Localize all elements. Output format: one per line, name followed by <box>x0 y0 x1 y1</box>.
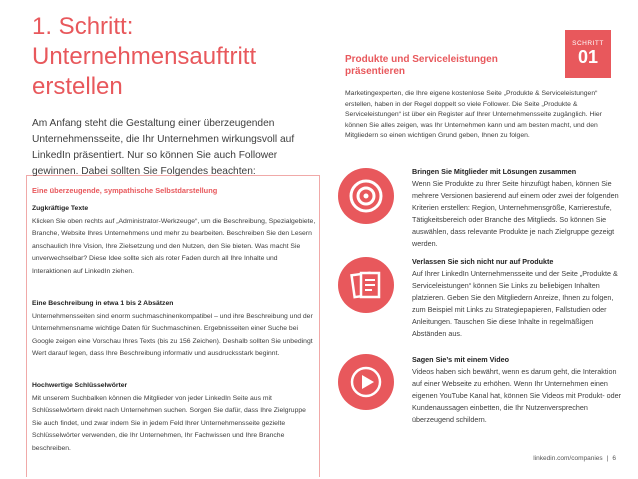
block-body: Unternehmensseiten sind enorm suchmaschinenkompatibel – und ihre Beschreibung und der Unternehmensname wichtige Daten für Suchmaschinen. Ergebnisseiten einer Suche bei Google zeigen eine Vorschau Ihres Texts (bis zu 156 Zeichen). Deshalb sollten Sie unbedingt Wert darauf legen, dass Ihre Beschreibung informativ und ausdrucksstark beginnt. <box>32 312 313 357</box>
block-body: Mit unserem Suchbalken können die Mitglieder von jeder LinkedIn Seite aus mit Schlüsselwörtern direkt nach Unternehmen suchen. Sorgen Sie dafür, dass Ihre Zielgruppe Sie auch findet, und zwar indem Sie in jedem Feld Ihrer Unternehmensseite gezielte Schlüsselwörter verwenden, die Ihr Unternehmen, Ihr Fachwissen und Ihre Branche beschreiben. <box>32 394 306 452</box>
intro-paragraph: Am Anfang steht die Gestaltung einer überzeugenden Unternehmensseite, die Ihr Unternehmen wirkungsvoll auf LinkedIn präsentiert. Nur so können Sie auch Follower gewinnen. Dabei sollten Sie Folgendes beachten: <box>32 118 295 177</box>
feature-heading: Bringen Sie Mitglieder mit Lösungen zusammen <box>412 167 577 176</box>
right-intro: Marketingexperten, die Ihre eigene kostenlose Seite „Produkte & Serviceleistungen“ erstellen, haben in der Regel doppelt so viele Follower. Die Seite „Produkte & Serviceleistungen“ ist über ein Register auf Ihrer Unternehmensseite zugänglich. Hier können Sie alles zeigen, was Ihr Unternehmen kann und am besten macht, und den Mitgliedern so einen wichtigen Grund geben, Ihnen zu folgen. <box>345 90 602 139</box>
block-heading: Hochwertige Schlüsselwörter <box>32 382 128 389</box>
feature-heading: Sagen Sie’s mit einem Video <box>412 355 510 364</box>
footer <box>533 455 616 462</box>
section-heading: Eine überzeugende, sympathische Selbstdarstellung <box>32 186 218 195</box>
footer-url: linkedin.com/companies <box>533 455 603 462</box>
text-block-keywords <box>32 380 316 455</box>
feature-body: Videos haben sich bewährt, wenn es darum geht, die Interaktion auf einer Webseite zu erhöhen. Wenn Ihr Unternehmen einen eigenen YouTube Kanal hat, können Sie Videos mit Produkt- oder Kundenaussagen einbetten, die Ihr Nutzenversprechen überzeugend schildern. <box>412 367 621 424</box>
step-label: SCHRITT <box>572 40 604 47</box>
feature-heading: Verlassen Sie sich nicht nur auf Produkte <box>412 257 554 266</box>
documents-icon <box>338 257 394 313</box>
feature-body: Auf Ihrer LinkedIn Unternehmensseite und der Seite „Produkte & Serviceleistungen“ können Sie Links zu beliebigen Inhalten platzieren. Geben Sie den Mitgliedern Anreize, Ihnen zu folgen, zum Beispiel mit Links zu Strategiepapieren, Fallstudien oder Anleitungen. Tauschen Sie diese Inhalte in regelmäßigen Abständen aus. <box>412 269 618 338</box>
feature-content <box>412 256 622 340</box>
page-number: 6 <box>612 455 616 462</box>
page-title: 1. Schritt: Unternehmensauftritt erstellen <box>32 13 257 100</box>
target-icon <box>338 168 394 224</box>
feature-video <box>412 354 622 426</box>
step-number: 01 <box>577 47 599 67</box>
video-play-icon <box>338 354 394 410</box>
text-block-description <box>32 298 316 361</box>
feature-solutions <box>412 166 622 250</box>
footer-separator: | <box>606 455 609 462</box>
left-column <box>0 0 318 479</box>
block-heading: Zugkräftige Texte <box>32 205 89 212</box>
step-badge <box>565 30 611 78</box>
block-heading: Eine Beschreibung in etwa 1 bis 2 Absätzen <box>32 300 174 307</box>
block-body: Klicken Sie oben rechts auf „Administrator-Werkzeuge“, um die Beschreibung, Spezialgebiete, Branche, Website Ihres Unternehmens und mehr zu bearbeiten. Beschreiben Sie den Lesern anschaulich Ihre Vision, Ihre Zielsetzung und den Nutzen, den Sie bieten. Was macht Sie unverwechselbar? Diese Idee sollte sich als roter Faden durch all Ihre Inhalte und Interaktionen auf LinkedIn ziehen. <box>32 217 316 275</box>
text-block-texts <box>32 203 316 278</box>
right-title: Produkte und Serviceleistungen präsentieren <box>345 54 498 77</box>
feature-body: Wenn Sie Produkte zu Ihrer Seite hinzufügt haben, können Sie mehrere Versionen basierend auf einem oder zwei der folgenden Kriterien erstellen: Region, Unternehmensgröße, Karrierestufe, Tätigkeitsbereich oder Branche des Mitglieds. So können Sie auswählen, dass relevante Produkte je nach Zielgruppe gezeigt werden. <box>412 179 619 248</box>
